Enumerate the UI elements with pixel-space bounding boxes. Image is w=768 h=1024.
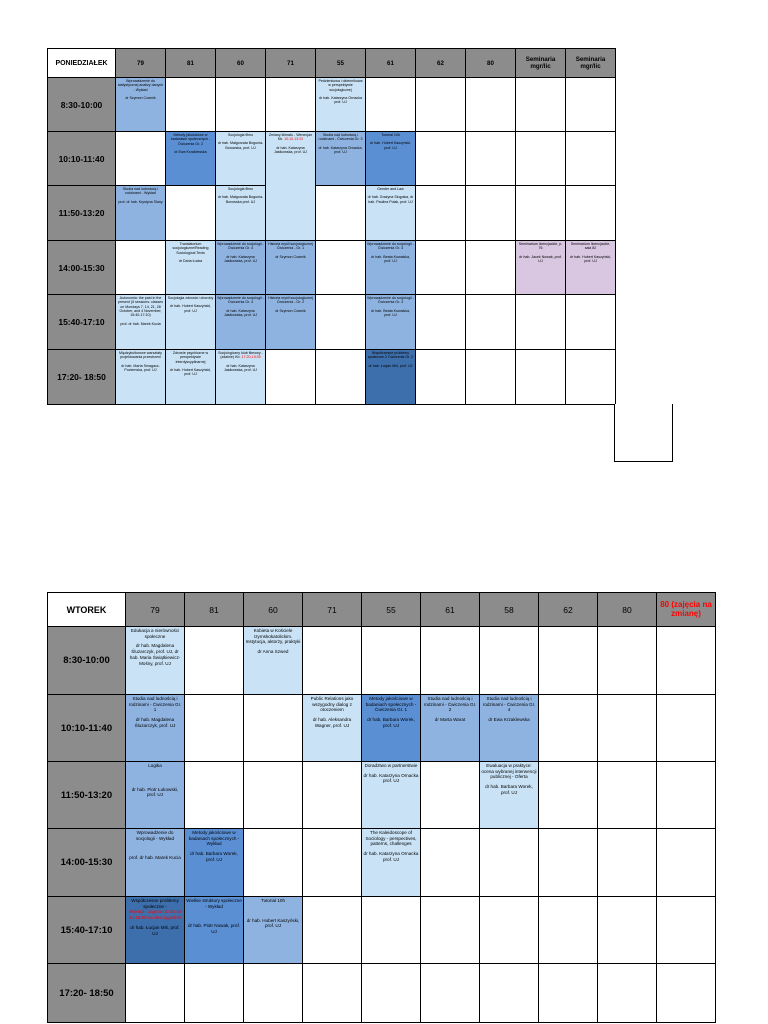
- class-slot[interactable]: [166, 295, 216, 350]
- class-title: Studia nad ludnością i rodzinami - Ćwiczenia Gr. 3: [318, 133, 363, 142]
- class-slot[interactable]: [126, 897, 185, 964]
- class-lecturer: dr hab. Beata Kowalska, prof. UJ: [371, 254, 410, 263]
- room-header: 62: [539, 593, 598, 627]
- class-lecturer: dr hab. Barbara Worek, prof. UJ: [485, 784, 533, 795]
- class-title: Metody jakościowe w badaniach społecznych - Ćwiczenia Gr. 2: [170, 133, 211, 146]
- class-title: Tutorial 10h: [260, 898, 286, 903]
- class-lecturer: dr hab. Katarzyna Jasikowska, prof. UJ: [274, 145, 307, 154]
- class-slot[interactable]: [116, 78, 166, 132]
- empty-slot: [480, 829, 539, 897]
- class-lecturer: dr hab. Beata Kowalska, prof. UJ: [371, 308, 410, 317]
- empty-slot: [466, 295, 516, 350]
- class-lecturer: prof. dr hab. Marek Kucia: [129, 855, 181, 861]
- class-lecturer: dr hab. Piotr Łukowski, prof. UJ: [131, 786, 179, 798]
- class-lecturer: dr Daria Łucka: [178, 258, 203, 263]
- class-slot[interactable]: [116, 350, 166, 405]
- class-slot[interactable]: [316, 78, 366, 132]
- class-time-note: 17:20-19:35: [241, 355, 261, 360]
- time-label: 11:50-13:20: [48, 186, 116, 241]
- empty-slot: [316, 350, 366, 405]
- empty-slot: [566, 132, 616, 186]
- class-title: Public Relations jako wszygodny dialog z otoczeniem: [310, 696, 354, 713]
- class-slot[interactable]: [185, 897, 244, 964]
- empty-slot: [303, 897, 362, 964]
- class-lecturer: dr hab. Grażyna Skąpska, dr hab. Paulina Polak, prof. UJ: [367, 195, 414, 204]
- room-header: 79: [116, 49, 166, 78]
- time-row: [48, 186, 616, 241]
- room-header: Seminaria mgr/lic: [566, 49, 616, 78]
- class-lecturer: dr hab. Hubert Kaszyński, prof. UJ: [569, 254, 612, 263]
- empty-slot: [185, 695, 244, 762]
- class-title: Socjologia zdrowia i choroby: [167, 296, 214, 300]
- class-lecturer: dr hab. Barbara Worek, prof. UJ: [367, 717, 415, 728]
- empty-slot: [421, 964, 480, 1023]
- class-lecturer: dr hab. Magdalena Śluzarczyk, prof. UJ, dr hab. Maria Świątkiewicz-Mośny, prof. UJ: [129, 643, 181, 666]
- room-header: 79: [126, 593, 185, 627]
- empty-slot: [539, 695, 598, 762]
- class-lecturer: dr hab. Katarzyna Jasikowska, prof. UJ: [224, 254, 257, 263]
- class-title: Metody jakościowe w badaniach społecznych - Wykład: [188, 830, 240, 847]
- class-lecturer: dr hab. Barbara Worek, prof. UJ: [190, 851, 238, 862]
- empty-slot: [316, 295, 366, 350]
- empty-slot: [303, 829, 362, 897]
- empty-slot: [466, 132, 516, 186]
- class-lecturer: dr Ewa Krzaklewska: [174, 149, 207, 154]
- empty-slot: [566, 350, 616, 405]
- empty-slot: [598, 897, 657, 964]
- empty-slot: [657, 762, 716, 829]
- class-title: Studia nad ludnością i rodzinami - Ćwiczenia Gr. 2: [423, 696, 477, 713]
- empty-slot: [303, 964, 362, 1023]
- class-lecturer: dr hab. Katarzyna Ornacka, prof. UJ: [318, 145, 363, 154]
- empty-slot: [466, 78, 516, 132]
- class-slot[interactable]: [303, 695, 362, 762]
- time-label: 15:40-17:10: [48, 897, 126, 964]
- class-slot[interactable]: [166, 350, 216, 405]
- class-slot[interactable]: [185, 829, 244, 897]
- empty-slot: [516, 132, 566, 186]
- empty-slot: [598, 695, 657, 762]
- empty-slot: [244, 762, 303, 829]
- empty-slot: [480, 964, 539, 1023]
- class-title: Wielkie struktury społeczne - Wykład: [186, 898, 242, 909]
- class-lecturer: dr hab. Aleksandra Wagner, prof. UJ: [312, 717, 352, 728]
- empty-slot: [516, 350, 566, 405]
- time-row: [48, 829, 716, 897]
- class-title: Historia myśli socjologicznej Ćwiczenia - Gr. 2: [268, 296, 313, 305]
- class-lecturer: dr hab. Magdalena Śluzarczyk, prof. UJ: [134, 717, 176, 728]
- empty-slot: [166, 78, 216, 132]
- class-title: Metody jakościowe w badaniach społecznych - Ćwiczenia Gr. 1: [365, 696, 417, 713]
- class-title: Autonomia: the past in the present (5 sessions: classes on Mondays 7, 14, 21, 28 October, and 4 November, 15:40-17:10): [117, 296, 164, 318]
- monday-schedule-table: [47, 48, 616, 405]
- time-label: 14:00-15:30: [48, 241, 116, 295]
- header-row: [48, 49, 616, 78]
- empty-slot: [657, 829, 716, 897]
- class-slot[interactable]: [480, 695, 539, 762]
- empty-slot: [244, 695, 303, 762]
- class-lecturer: prof. dr hab. Marek Kucia: [120, 321, 161, 326]
- class-lecturer: dr hab. Hubert Kaszyński, prof. UJ: [169, 367, 212, 377]
- class-title: Studia nad ludnością i rodzinami - Ćwiczenia Gr. 1: [128, 696, 182, 713]
- class-title: Współczesne problemy społeczne -: [131, 898, 179, 909]
- empty-slot: [316, 186, 366, 241]
- time-row: [48, 78, 616, 132]
- class-lecturer: dr hab. Piotr Nowak, prof. UJ: [187, 923, 241, 935]
- class-title: Kobieta w Kościele rzymskokatolickim. Instytucja, aktorzy, praktyki: [245, 628, 301, 645]
- class-title: Studia nad ludnością i rodzinami - Wykład: [122, 187, 159, 196]
- empty-slot: [126, 964, 185, 1023]
- class-slot[interactable]: [126, 829, 185, 897]
- empty-slot: [166, 186, 216, 241]
- class-title: Pedzienkowa i dziennikowa w perspektywie socjologicznej: [318, 79, 363, 92]
- class-lecturer: dr Anna Szwed: [257, 649, 289, 655]
- class-slot[interactable]: [244, 897, 303, 964]
- empty-slot: [516, 78, 566, 132]
- class-lecturer: dr hab. Hubert Kaszyński, prof. UJ: [369, 141, 412, 150]
- class-lecturer: dr Szymon Czarnik: [125, 95, 156, 100]
- empty-slot: [539, 897, 598, 964]
- empty-slot: [598, 627, 657, 695]
- time-row: [48, 132, 616, 186]
- class-slot[interactable]: [216, 241, 266, 295]
- class-slot[interactable]: [126, 627, 185, 695]
- empty-slot: [539, 627, 598, 695]
- class-title: Translatorium socjologiczne/Reading Sociological Texts: [172, 242, 209, 255]
- class-slot[interactable]: [116, 295, 166, 350]
- room-header: 62: [416, 49, 466, 78]
- time-label: 14:00-15:30: [48, 829, 126, 897]
- empty-slot: [516, 186, 566, 241]
- class-title: Studia nad ludnością i rodzinami - Ćwiczenia Gr. 4: [482, 696, 536, 713]
- class-slot[interactable]: [266, 295, 316, 350]
- day-header: WTOREK: [48, 593, 126, 627]
- class-title: Socjologia filmu: [227, 187, 254, 191]
- empty-slot: [362, 897, 421, 964]
- class-slot[interactable]: [166, 132, 216, 186]
- empty-slot: [416, 350, 466, 405]
- empty-slot: [416, 132, 466, 186]
- class-title: Wprowadzenie do socjologii - Ćwiczenia Gr. 3: [367, 296, 414, 305]
- class-lecturer: dr hab. Katarzyna Jasikowska, prof. UJ: [224, 308, 257, 317]
- empty-slot: [598, 762, 657, 829]
- empty-slot: [185, 964, 244, 1023]
- room-header: 60: [216, 49, 266, 78]
- time-label: 8:30-10:00: [48, 78, 116, 132]
- class-lecturer: dr hab. Marta Smagacz-Poziemska, prof. UJ: [121, 363, 160, 372]
- class-slot[interactable]: [480, 762, 539, 829]
- tuesday-schedule-table: [47, 592, 716, 1023]
- empty-slot: [421, 829, 480, 897]
- class-slot[interactable]: [126, 762, 185, 829]
- empty-slot: [466, 186, 516, 241]
- room-header: 80: [466, 49, 516, 78]
- class-lecturer: dr hab. Jacek Nowak, prof. UJ: [519, 254, 562, 263]
- empty-slot: [116, 132, 166, 186]
- class-lecturer: dr Szymon Czarnik: [275, 254, 306, 259]
- time-row: [48, 762, 716, 829]
- class-lecturer: dr hab. Małgorzata Bogunia-Borowska, prof. UJ: [217, 141, 264, 150]
- day-header: PONIEDZIAŁEK: [48, 49, 116, 78]
- class-title: Wprowadzenie do statystycznej analizy danych - Wykład: [117, 79, 164, 92]
- class-time-note: 10:10-13:20: [284, 137, 304, 142]
- time-row: [48, 295, 616, 350]
- room-header: 55: [362, 593, 421, 627]
- class-title: Wprowadzenie do socjologii - Wykład: [136, 830, 174, 841]
- empty-slot: [303, 627, 362, 695]
- empty-slot: [480, 627, 539, 695]
- class-title: The Kaleidoscope of Sociology - perspectives, patterns, challenges: [365, 830, 417, 847]
- empty-slot: [466, 241, 516, 295]
- empty-slot: [614, 404, 673, 462]
- empty-slot: [657, 695, 716, 762]
- room-header: 80: [598, 593, 657, 627]
- class-title: Socjologia filmu: [227, 133, 254, 137]
- empty-slot: [566, 295, 616, 350]
- class-lecturer: prof. dr hab. Krystyna Slany: [118, 199, 163, 204]
- class-slot[interactable]: [366, 241, 416, 295]
- class-title: Wprowadzenie do socjologii - Ćwiczenia Gr. 4: [217, 242, 264, 251]
- class-title: Ewaluacja w praktyce: ocena wybranej interwencji publicznej - Oferta: [481, 763, 537, 780]
- class-slot[interactable]: [216, 350, 266, 405]
- empty-slot: [416, 295, 466, 350]
- empty-slot: [516, 295, 566, 350]
- room-header: Seminaria mgr/lic: [516, 49, 566, 78]
- class-slot[interactable]: [566, 241, 616, 295]
- room-header: 55: [316, 49, 366, 78]
- empty-slot: [362, 964, 421, 1023]
- time-row: [48, 241, 616, 295]
- empty-slot: [366, 78, 416, 132]
- class-title: Międzykulturowe warsztaty projektowania przestrzeni: [119, 351, 162, 360]
- class-time-note: Wykład - zajęcia od 15:40 do 18:50 co dwa tygodnie: [128, 909, 182, 921]
- class-slot[interactable]: [421, 695, 480, 762]
- class-title: Edukacja a nierówności społeczne: [130, 628, 180, 639]
- time-row: [48, 695, 716, 762]
- class-slot[interactable]: [244, 627, 303, 695]
- time-label: 10:10-11:40: [48, 695, 126, 762]
- empty-slot: [566, 78, 616, 132]
- class-title: Doradztwo w partnerstwie: [364, 763, 418, 768]
- class-title: Logika: [148, 763, 162, 768]
- empty-slot: [421, 627, 480, 695]
- class-title: Zmiany klimatu - Wenecjan Kb.: [268, 133, 313, 142]
- class-slot[interactable]: [216, 186, 266, 241]
- empty-slot: [185, 627, 244, 695]
- empty-slot: [657, 897, 716, 964]
- empty-slot: [466, 350, 516, 405]
- empty-slot: [266, 78, 316, 132]
- class-title: Współczesne problemy społeczne 2 Ćwiczenia Gr. 2: [367, 351, 414, 360]
- empty-slot: [480, 897, 539, 964]
- time-row: [48, 964, 716, 1023]
- class-slot[interactable]: [166, 241, 216, 295]
- class-slot[interactable]: [516, 241, 566, 295]
- empty-slot: [316, 241, 366, 295]
- class-slot[interactable]: [216, 295, 266, 350]
- class-title: Gender and Law: [377, 187, 404, 191]
- empty-slot: [421, 897, 480, 964]
- class-slot[interactable]: [366, 295, 416, 350]
- class-slot[interactable]: [116, 186, 166, 241]
- empty-slot: [362, 627, 421, 695]
- class-lecturer: dr hab. Katarzyna Ornacka prof. UJ: [319, 95, 362, 105]
- empty-slot: [416, 186, 466, 241]
- empty-slot: [598, 829, 657, 897]
- time-row: [48, 350, 616, 405]
- class-slot[interactable]: [126, 695, 185, 762]
- class-title: Seminarium licencjackie, sala 82: [570, 242, 611, 251]
- time-label: 11:50-13:20: [48, 762, 126, 829]
- empty-slot: [244, 964, 303, 1023]
- empty-slot: [566, 186, 616, 241]
- class-lecturer: dr hab. Łucjan Miś, prof. UJ: [130, 924, 180, 936]
- class-slot[interactable]: [266, 241, 316, 295]
- class-lecturer: dr hab. Małgorzata Bogunia-Borowska prof. UJ: [217, 195, 264, 204]
- empty-slot: [539, 829, 598, 897]
- class-slot[interactable]: [362, 695, 421, 762]
- class-lecturer: dr hab. Katarzyna Ornacka prof. UJ: [363, 772, 419, 784]
- empty-slot: [266, 350, 316, 405]
- room-header: 61: [366, 49, 416, 78]
- class-slot[interactable]: [266, 132, 316, 241]
- room-header: 71: [303, 593, 362, 627]
- room-header: 61: [421, 593, 480, 627]
- empty-slot: [657, 964, 716, 1023]
- time-label: 17:20- 18:50: [48, 964, 126, 1023]
- header-row: [48, 593, 716, 627]
- class-lecturer: dr hab. Hubert Kaszyński, prof. UJ: [169, 304, 212, 313]
- class-title: Historia myśli socjologicznej Ćwiczenia - Gr. 1: [268, 242, 313, 251]
- room-header: 71: [266, 49, 316, 78]
- empty-slot: [598, 964, 657, 1023]
- time-label: 10:10-11:40: [48, 132, 116, 186]
- time-row: [48, 897, 716, 964]
- empty-slot: [116, 241, 166, 295]
- empty-slot: [416, 78, 466, 132]
- empty-slot: [657, 627, 716, 695]
- class-title: Wprowadzenie do socjologii - Ćwiczenia Gr. 3: [367, 242, 414, 251]
- time-label: 17:20- 18:50: [48, 350, 116, 405]
- class-title: Tutorial 10h: [381, 133, 400, 137]
- class-slot[interactable]: [362, 762, 421, 829]
- room-header-rotating: 80 (zajęcia na zmianę): [657, 593, 716, 627]
- class-lecturer: dr hab. Katarzyna Jasikowska, prof. UJ: [224, 363, 257, 372]
- time-label: 8:30-10:00: [48, 627, 126, 695]
- empty-slot: [185, 762, 244, 829]
- room-header: 81: [166, 49, 216, 78]
- empty-slot: [244, 829, 303, 897]
- class-slot[interactable]: [362, 829, 421, 897]
- class-title: Seminarium licencjackie, p. 76: [518, 242, 563, 251]
- empty-slot: [539, 762, 598, 829]
- class-slot[interactable]: [216, 132, 266, 186]
- room-header: 58: [480, 593, 539, 627]
- class-lecturer: dr Ewa Krzaklewska: [488, 717, 530, 723]
- empty-slot: [416, 241, 466, 295]
- room-header: 60: [244, 593, 303, 627]
- class-title: Wprowadzenie do socjologii - Ćwiczenia Gr. 4: [217, 296, 264, 305]
- class-lecturer: dr hab. Łucjan Miś, prof. UJ: [368, 363, 413, 368]
- class-lecturer: dr Marta Warat: [434, 717, 466, 723]
- class-title: Socjologiczny klub filmowy - (zdalnie) Kb.: [218, 351, 263, 360]
- time-row: [48, 627, 716, 695]
- class-slot[interactable]: [366, 350, 416, 405]
- class-lecturer: dr hab. Hubert Kaszyński, prof. UJ: [246, 917, 300, 929]
- room-header: 81: [185, 593, 244, 627]
- empty-slot: [421, 762, 480, 829]
- empty-slot: [303, 762, 362, 829]
- class-slot[interactable]: [316, 132, 366, 186]
- class-slot[interactable]: [366, 132, 416, 186]
- empty-slot: [539, 964, 598, 1023]
- time-label: 15:40-17:10: [48, 295, 116, 350]
- class-lecturer: dr Szymon Czarnik: [275, 308, 306, 313]
- class-slot[interactable]: [366, 186, 416, 241]
- empty-slot: [216, 78, 266, 132]
- class-lecturer: dr hab. Katarzyna Ornacka prof. UJ: [363, 851, 419, 862]
- class-title: Zdrowie psychiczne w perspektywie interdyscyplinarnej: [172, 351, 209, 364]
